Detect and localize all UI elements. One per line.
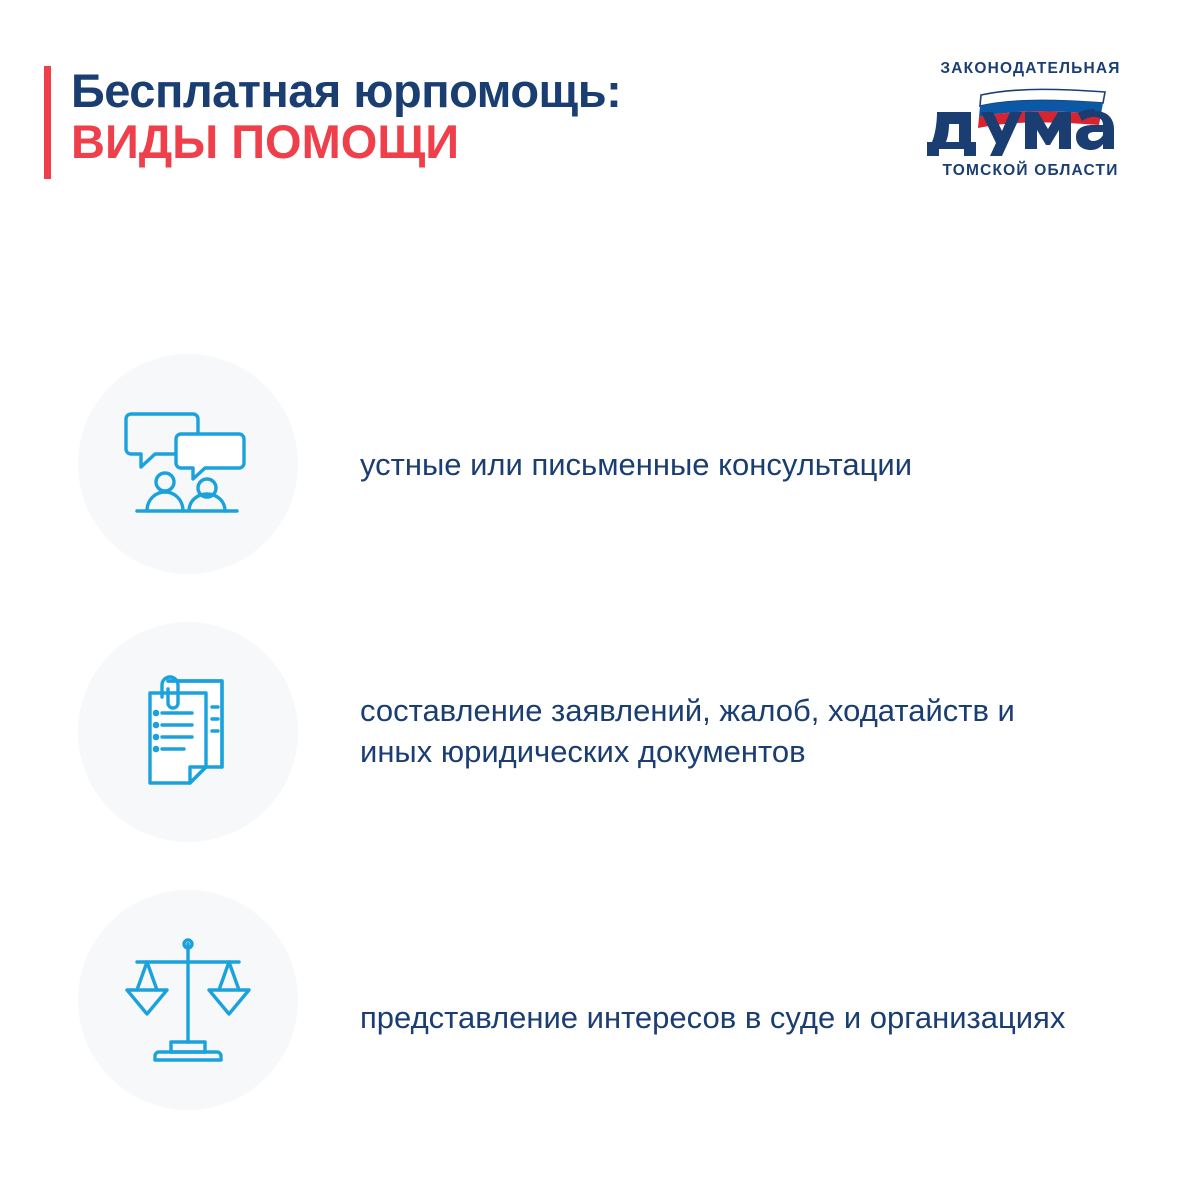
logo-bottom-text: ТОМСКОЙ ОБЛАСТИ [942, 162, 1119, 179]
speech-bubbles-people-icon [123, 404, 253, 524]
title-accent-bar [44, 66, 51, 179]
icon-circle [78, 890, 298, 1110]
page-title: Бесплатная юрпомощь: [71, 64, 622, 117]
list-item-label: представление интересов в суде и организациях [360, 999, 1066, 1035]
list-item [0, 598, 1200, 866]
logo-wordmark-icon [923, 82, 1138, 160]
list-item-label: устные или письменные консультации [360, 446, 913, 482]
duma-logo [923, 60, 1138, 180]
scales-of-justice-icon [123, 930, 253, 1070]
icon-circle [78, 622, 298, 842]
page-header [44, 66, 621, 179]
aid-types-list [0, 330, 1200, 1134]
documents-stack-icon [128, 667, 248, 797]
list-item [0, 866, 1200, 1134]
logo-mark [923, 82, 1138, 160]
logo-top-text: ЗАКОНОДАТЕЛЬНАЯ [940, 60, 1121, 77]
title-block [71, 66, 621, 169]
page-subtitle: ВИДЫ ПОМОЩИ [71, 115, 460, 169]
list-item-label: составление заявлений, жалоб, ходатайств и иных юридических документов [360, 693, 1015, 769]
list-item [0, 330, 1200, 598]
icon-circle [78, 354, 298, 574]
